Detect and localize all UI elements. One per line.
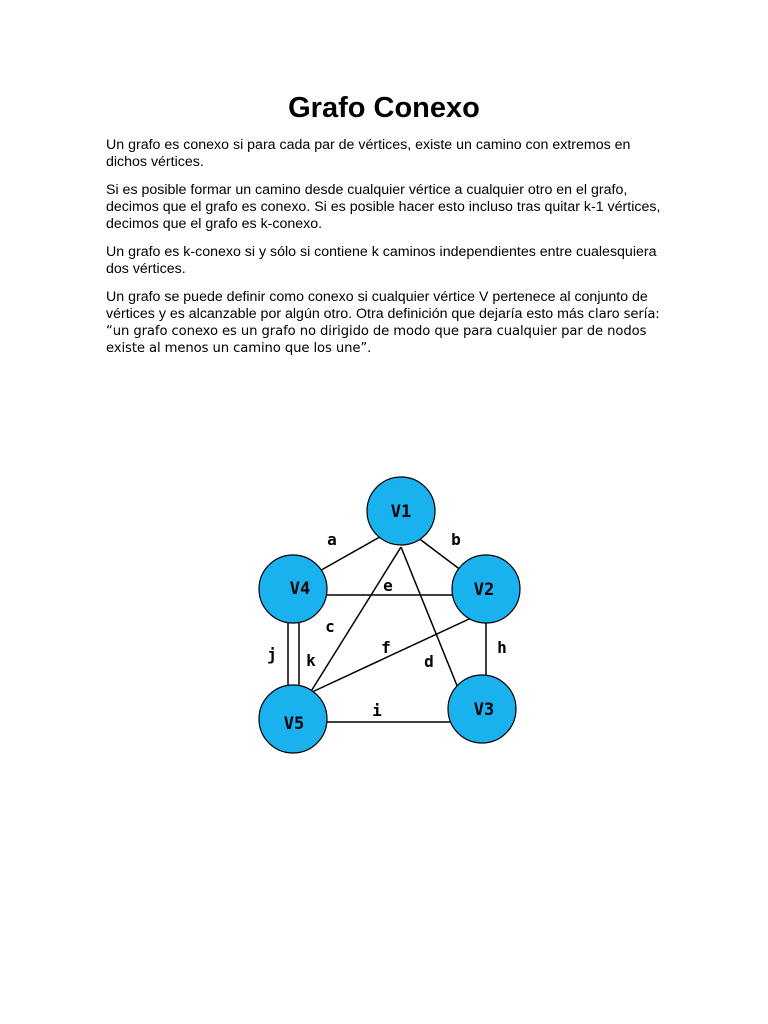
- paragraph-k-conexo: Un grafo es k-conexo si y sólo si contiene k caminos independientes entre cualesquiera dos vértices.: [106, 244, 657, 277]
- edge-d: [401, 547, 460, 693]
- graph-figure: [255, 475, 535, 755]
- edge-label-c: c: [325, 617, 335, 636]
- edge-label-k: k: [306, 651, 316, 670]
- edge-label-i: i: [372, 701, 382, 720]
- node-label-v5: V5: [283, 714, 305, 734]
- node-label-v4: V4: [289, 579, 311, 599]
- node-label-v3: V3: [473, 700, 495, 720]
- node-label-v1: V1: [390, 502, 412, 522]
- page-title: Grafo Conexo: [288, 92, 480, 124]
- document-body: [106, 137, 666, 368]
- paragraph-alternative-definition: [106, 289, 666, 357]
- edge-label-j: j: [267, 645, 277, 664]
- edge-label-d: d: [424, 652, 434, 671]
- edge-label-h: h: [497, 638, 507, 657]
- graph-diagram: [255, 475, 535, 755]
- node-label-v2: V2: [473, 580, 495, 600]
- edge-label-f: f: [381, 638, 391, 657]
- paragraph-path: Si es posible formar un camino desde cualquier vértice a cualquier otro en el grafo, decimos que el grafo es conexo. Si es posible hacer esto incluso tras quitar k-1 vértices, decimos que el grafo es k-conexo.: [106, 182, 661, 232]
- paragraph-definition: Un grafo es conexo si para cada par de vértices, existe un camino con extremos en dichos vértices.: [106, 137, 631, 170]
- edge-label-b: b: [451, 530, 461, 549]
- edge-label-a: a: [327, 530, 337, 549]
- paragraph-text: Un grafo se puede definir como conexo si cualquier vértice V pertenece al conjunto de vértices y es alcanzable por algún otro. Otra definición que dejaría esto más: [106, 289, 648, 322]
- paragraph-quote: claro sería: “un grafo conexo es un grafo no dirigido de modo que para cualquier par de nodos existe al menos un camino que los une”.: [106, 307, 660, 356]
- edge-label-e: e: [383, 576, 393, 595]
